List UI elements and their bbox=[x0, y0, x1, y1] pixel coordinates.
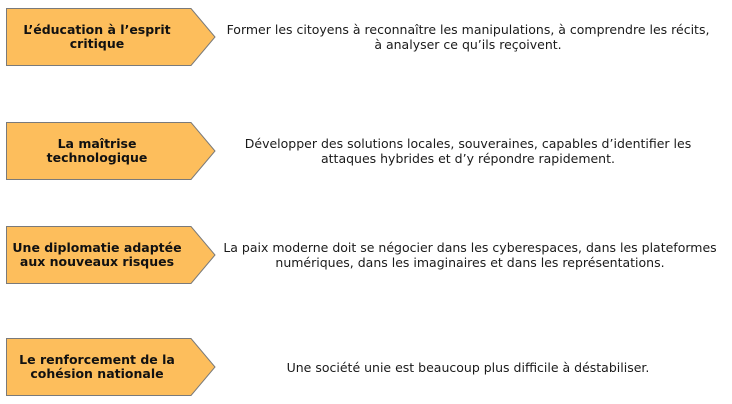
arrow-shape-1 bbox=[6, 8, 216, 66]
description-4: Une société unie est beaucoup plus difficile à déstabiliser. bbox=[286, 359, 650, 375]
arrow-title-2: La maîtrise technologique bbox=[46, 136, 148, 165]
description-1: Former les citoyens à reconnaître les manipulations, à comprendre les récits, à analyser ce qu’ils reçoivent. bbox=[226, 22, 710, 52]
arrow-shape-2 bbox=[6, 122, 216, 180]
arrow-title-1: L’éducation à l’esprit critique bbox=[23, 22, 171, 51]
arrow-title-4: Le renforcement de la cohésion nationale bbox=[19, 352, 175, 381]
arrow-title-3: Une diplomatie adaptée aux nouveaux risques bbox=[12, 240, 182, 269]
arrow-shape-3 bbox=[6, 226, 216, 284]
description-3: La paix moderne doit se négocier dans les cyberespaces, dans les plateformes numériques, dans les imaginaires et dans les représentations. bbox=[223, 240, 717, 270]
description-2: Développer des solutions locales, souveraines, capables d’identifier les attaques hybrides et d’y répondre rapidement. bbox=[244, 136, 692, 166]
arrow-shape-4 bbox=[6, 338, 216, 396]
